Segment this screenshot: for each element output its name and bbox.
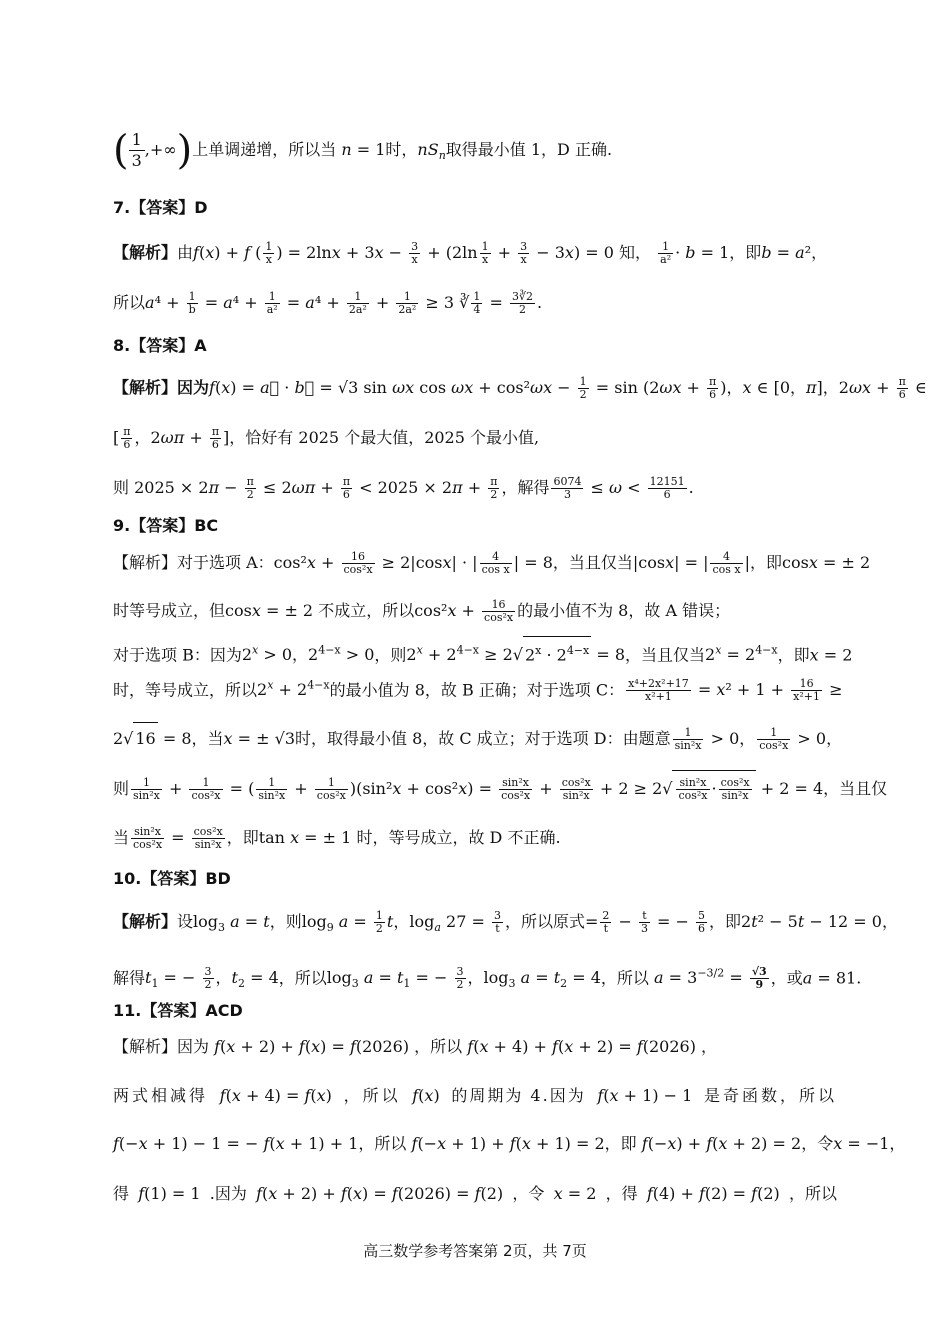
- q7-line1: 【解析】由f(x) + f ( $\frac{1}{x}$ ) = 2lnx + 3x − $\frac{3}{x}$ + (2ln $\frac{1}{x}$ + $\frac{3}{x}$ − 3x) = 0 知， $\frac{1}{\text{a²}}$ · b = 1，即b = a²，: [113, 240, 828, 266]
- q9-line1: 【解析】对于选项 A：cos²x + $\frac{16}{\text{cos²x}}$ ≥ 2|cosx| · | $\frac{4}{\text{cos x}}$ | = 8，当且仅当|cosx| = | $\frac{4}{\text{cos x}}$ |，即cosx = ± 2: [113, 550, 871, 576]
- q9-line5: 2√ 16 = 8，当x = ± √3时，取得最小值 8，故 C 成立；对于选项 D：由题意 $\frac{1}{\text{sin²x}}$ > 0， $\frac{1}{\text{cos²x}}$ > 0，: [113, 722, 837, 755]
- q8-line1: 【解析】因为f(x) = a⃗ · b⃗ = √3 sin ωx cos ωx + cos²ωx − $\frac{1}{2}$ = sin (2ωx + $\frac{\pi}{6}$ )，x ∈ [0，π]，2ωx + $\frac{\pi}{6}$ ∈: [113, 375, 927, 401]
- q10-heading: 10.【答案】BD: [113, 869, 231, 888]
- q9-line7: 当 $\frac{\text{sin²x}}{\text{cos²x}}$ = $\frac{\text{cos²x}}{\text{sin²x}}$ ，即tan x = ± 1 时，等号成立，故 D 不正确.: [113, 825, 561, 851]
- q9-line6: 则 $\frac{1}{\text{sin²x}}$ + $\frac{1}{\text{cos²x}}$ = ( $\frac{1}{\text{sin²x}}$ + $\frac{1}{\text{cos²x}}$ )(sin²x + cos²x) = $\frac{\text{sin²x}}{\text{cos²x}}$ + $\frac{\text{cos²x}}{\text{sin²x}}$ + 2 ≥ 2√ $\frac{\text{sin²x}}{\text{cos²x}}$ · $\frac{\text{cos²x}}{\text{sin²x}}$ + 2 = 4，当且仅: [113, 770, 837, 807]
- q10-line1: 【解析】设$\log_3 a = t$，则$\log_9 a$ = $\frac{1}{2}$ t，$\log_a 27$ = $\frac{3}{t}$ ，所以原式= $\frac{2}{t}$ − $\frac{t}{3}$ = − $\frac{5}{6}$ ，即2t² − 5t − 12 = 0，: [113, 909, 898, 935]
- q8-heading: 8.【答案】A: [113, 336, 207, 355]
- q11-heading: 11.【答案】ACD: [113, 1001, 243, 1020]
- q7-heading: 7.【答案】D: [113, 198, 208, 217]
- q8-line3: 则 2025 × 2π − $\frac{\pi}{2}$ ≤ 2ωπ + $\frac{\pi}{6}$ < 2025 × 2π + $\frac{\pi}{2}$ ，解得 $\frac{6074}{3}$ ≤ ω < $\frac{12151}{6}$ .: [113, 475, 694, 501]
- q9-heading: 9.【答案】BC: [113, 516, 219, 535]
- q9-line3: 对于选项 B：因为$2^x > 0$，$2^{4-x} > 0$，则$2^x + 2^{4-x} \ge 2√$ $2^x \cdot 2^{4-x} = 8$，当且仅当$2^x = 2^{4-x}$，即x = 2: [113, 636, 837, 669]
- q11-line2: 两式相减得 f(x + 4) = f(x) ，所以 f(x) 的周期为 4.因为 f(x + 1) − 1 是奇函数，所以: [113, 1086, 837, 1105]
- q11-line1: 【解析】因为 f(x + 2) + f(x) = f(2026) ，所以 f(x + 4) + f(x + 2) = f(2026) ，: [113, 1037, 718, 1056]
- page-footer: 高三数学参考答案第 2页，共 7页: [363, 1242, 587, 1260]
- q9-line4: 时，等号成立，所以$2^x + 2^{4-x}$的最小值为 8，故 B 正确；对于选项 C： $\frac{\text{x⁴+2x²+17}}{\text{x²+1}}$ = x² + 1 + $\frac{16}{\text{x²+1}}$ ≥: [113, 677, 843, 704]
- q11-line3: f(−x + 1) − 1 = − f(x + 1) + 1，所以 f(−x + 1) + f(x + 1) = 2，即 f(−x) + f(x + 2) = 2，令x = −1，: [113, 1134, 906, 1153]
- q11-line4: 得 f(1) = 1 .因为 f(x + 2) + f(x) = f(2026) = f(2) ，令 x = 2 ，得 f(4) + f(2) = f(2) ，所以: [113, 1184, 837, 1203]
- q6-line1: ( $\frac{1}{3}$ ,+∞)上单调递增，所以当 n = 1时，$nS_n$取得最小值 1，D 正确.: [113, 127, 613, 174]
- q10-line2: 解得$t_1$ = − $\frac{3}{2}$ ，$t_2 = 4$，所以$\log_3 a = t_1$ = − $\frac{3}{2}$ ，$\log_3 a = t_2 = 4$，所以 $a = 3^{-3/2}$ = $\frac{√3}{9}$ ，或a = 81.: [113, 965, 862, 992]
- q9-line2: 时等号成立，但cosx = ± 2 不成立，所以cos²x + $\frac{16}{\text{cos²x}}$ 的最小值不为 8，故 A 错误；: [113, 598, 731, 624]
- q8-line2: [ $\frac{\pi}{6}$ ，2ωπ + $\frac{\pi}{6}$ ]，恰好有 2025 个最大值，2025 个最小值,: [113, 425, 540, 451]
- q7-line2: 所以a⁴ + $\frac{1}{b}$ = a⁴ + $\frac{1}{\text{a²}}$ = a⁴ + $\frac{1}{\text{2a²}}$ + $\frac{1}{\text{2a²}}$ ≥ 3 ∛ $\frac{1}{4}$ = $\frac{3∛2}{2}$ .: [113, 290, 543, 316]
